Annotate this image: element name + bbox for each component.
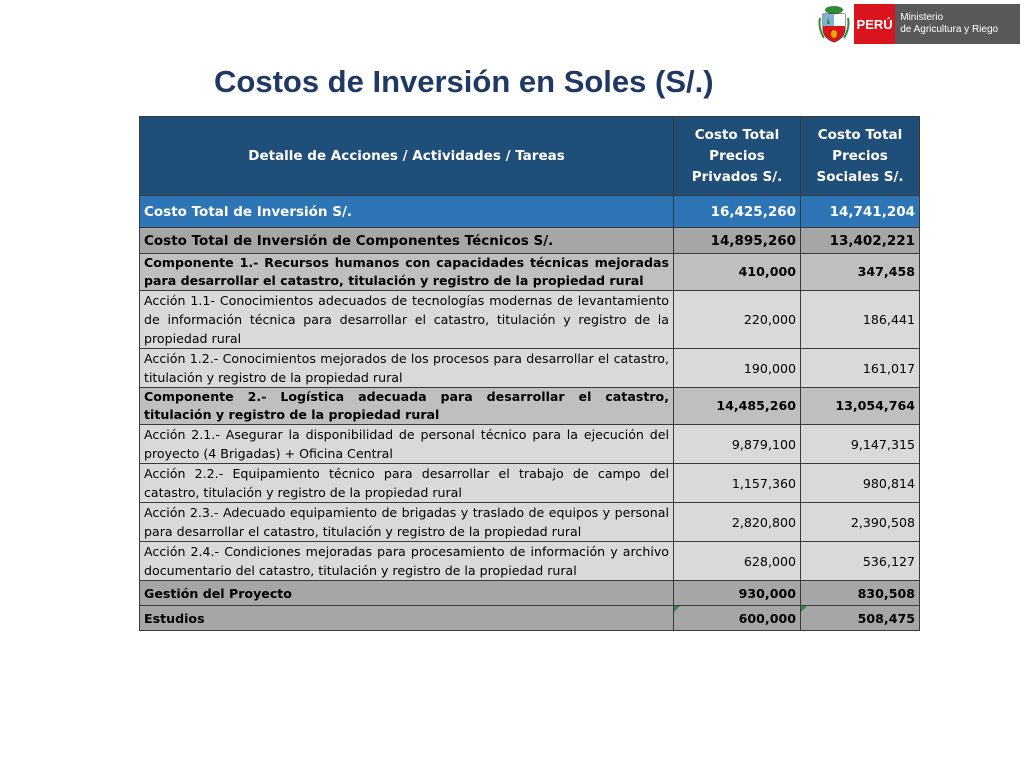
private-cost-value: 190,000 [674,349,801,388]
row-label: Acción 2.1.- Asegurar la disponibilidad de personal técnico para la ejecución del proyecto (4 Brigadas) + Oficina Central [140,425,674,464]
header-social-cost [801,117,920,196]
social-cost-value: 2,390,508 [801,503,920,542]
row-label: Costo Total de Inversión de Componentes Técnicos S/. [140,228,674,254]
private-cost-value: 14,485,260 [674,388,801,425]
private-cost-value: 16,425,260 [674,196,801,228]
row-label: Acción 2.3.- Adecuado equipamiento de brigadas y traslado de equipos y personal para desarrollar el catastro, titulación y registro de la propiedad rural [140,503,674,542]
social-cost-value: 347,458 [801,254,920,291]
table-row [140,291,920,349]
table-row [140,581,920,606]
row-label: Acción 2.4.- Condiciones mejoradas para procesamiento de información y archivo documentario del catastro, titulación y registro de la propiedad rural [140,542,674,581]
ministry-name [895,4,1020,44]
coat-of-arms-icon [818,4,850,44]
private-cost-value [674,606,801,631]
private-cost-value: 1,157,360 [674,464,801,503]
row-label: Acción 2.2.- Equipamiento técnico para desarrollar el trabajo de campo del catastro, titulación y registro de la propiedad rural [140,464,674,503]
header-private-cost [674,117,801,196]
table-header-row [140,117,920,196]
row-label: Acción 1.1- Conocimientos adecuados de tecnologías modernas de levantamiento de información técnica para desarrollar el catastro, titulación y registro de la propiedad rural [140,291,674,349]
row-label: Estudios [140,606,674,631]
table-row [140,542,920,581]
social-cost-value: 536,127 [801,542,920,581]
row-label: Costo Total de Inversión S/. [140,196,674,228]
social-cost-value: 13,054,764 [801,388,920,425]
social-cost-value: 161,017 [801,349,920,388]
header-detail: Detalle de Acciones / Actividades / Tareas [140,117,674,196]
page-title: Costos de Inversión en Soles (S/.) [214,64,714,99]
cell-comment-marker-icon [674,606,680,612]
table-row [140,196,920,228]
social-cost-value: 980,814 [801,464,920,503]
ministry-line-2: de Agricultura y Riego [900,24,999,35]
social-cost-value: 830,508 [801,581,920,606]
row-label: Componente 1.- Recursos humanos con capacidades técnicas mejoradas para desarrollar el catastro, titulación y registro de la propiedad rural [140,254,674,291]
social-cost-value: 9,147,315 [801,425,920,464]
header-private-cost-text: Costo Total Precios Privados S/. [691,126,783,185]
table-row [140,606,920,631]
social-cost-value: 14,741,204 [801,196,920,228]
row-label: Componente 2.- Logística adecuada para desarrollar el catastro, titulación y registro de la propiedad rural [140,388,674,425]
header-social-cost-text: Costo Total Precios Sociales S/. [816,126,904,185]
ministry-line-1: Ministerio [900,12,944,23]
table-row [140,228,920,254]
table-row [140,349,920,388]
private-cost-value: 628,000 [674,542,801,581]
row-label: Acción 1.2.- Conocimientos mejorados de los procesos para desarrollar el catastro, titulación y registro de la propiedad rural [140,349,674,388]
private-cost-value: 14,895,260 [674,228,801,254]
social-cost-text: 508,475 [857,610,915,626]
social-cost-value: 186,441 [801,291,920,349]
social-cost-value: 13,402,221 [801,228,920,254]
table-row [140,464,920,503]
private-cost-value: 220,000 [674,291,801,349]
private-cost-value: 930,000 [674,581,801,606]
table-row [140,254,920,291]
investment-cost-table [139,116,920,631]
cell-comment-marker-icon [801,606,807,612]
peru-badge: PERÚ [854,4,895,44]
social-cost-value [801,606,920,631]
ministry-logo [818,3,1020,45]
private-cost-value: 410,000 [674,254,801,291]
private-cost-text: 600,000 [738,610,796,626]
row-label: Gestión del Proyecto [140,581,674,606]
private-cost-value: 2,820,800 [674,503,801,542]
table-row [140,388,920,425]
private-cost-value: 9,879,100 [674,425,801,464]
table-row [140,503,920,542]
table-row [140,425,920,464]
